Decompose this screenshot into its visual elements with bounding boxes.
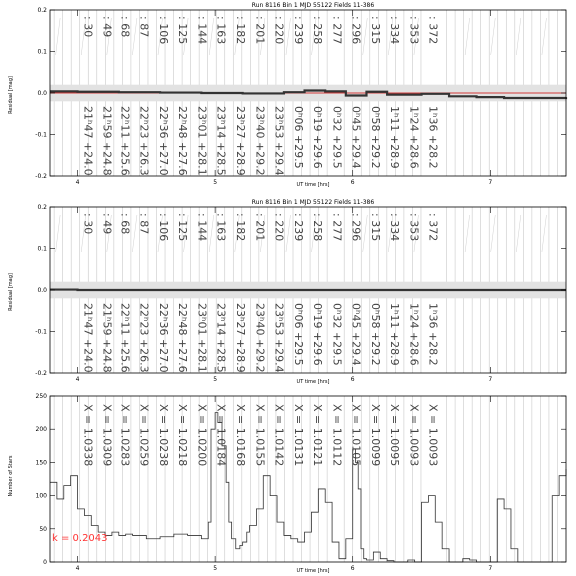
x-tick-label: 4 [75, 376, 80, 383]
field-label: : 239 [291, 16, 305, 45]
coord-label: 22ʰ11 +25.6 [118, 106, 132, 176]
x-axis-label: UT time [hrs] [296, 568, 330, 574]
coord-label: 1ʰ11 +28.9 [388, 106, 402, 169]
coord-label: 21ʰ59 +24.8 [100, 303, 114, 373]
exposure-slash [542, 215, 547, 252]
exposure-slash [132, 215, 137, 252]
coord-label: 0ʰ32 +29.5 [330, 106, 344, 169]
coord-label: 1ʰ36 +28.2 [426, 303, 440, 366]
exposure-slash [491, 215, 496, 252]
x-tick-label: 5 [213, 376, 218, 383]
field-labels [81, 213, 439, 241]
panel-residual-top [8, 2, 566, 188]
data-series [50, 85, 566, 102]
field-label: : 372 [426, 16, 440, 45]
x-axis-label: UT time [hrs] [296, 182, 330, 188]
y-tick-label: 250 [35, 393, 47, 400]
field-label: : 296 [349, 16, 363, 45]
airmass-label: X = 1.0238 [156, 404, 170, 467]
field-label: : 87 [137, 213, 151, 235]
coord-label: 0ʰ19 +29.6 [311, 303, 325, 366]
coord-label: 22ʰ23 +26.3 [137, 106, 151, 176]
field-label: : 353 [407, 16, 421, 45]
y-tick-label: 0.0 [37, 90, 47, 97]
coord-label: 23ʰ14 +28.5 [214, 303, 228, 373]
x-tick-label: 6 [350, 565, 355, 572]
field-label: : 163 [214, 16, 228, 45]
y-tick-label: 0.2 [37, 204, 47, 211]
coord-label: 22ʰ23 +26.3 [137, 303, 151, 373]
coord-label: 22ʰ48 +27.6 [176, 303, 190, 373]
exposure-slash [491, 18, 496, 55]
exposure-slash [286, 215, 291, 252]
airmass-label: X = 1.0218 [176, 404, 190, 467]
coord-label: 22ʰ48 +27.6 [176, 106, 190, 176]
field-label: : 106 [156, 213, 170, 242]
field-label: : 372 [426, 213, 440, 242]
exposure-slash [465, 18, 470, 55]
y-tick-label: 50 [39, 525, 47, 533]
field-label: : 315 [368, 213, 382, 242]
coord-label: 23ʰ40 +29.2 [253, 303, 267, 373]
airmass-label: X = 1.0184 [214, 404, 228, 467]
airmass-label: X = 1.0131 [291, 404, 305, 467]
coord-label: 23ʰ14 +28.5 [214, 106, 228, 176]
field-label: : 144 [195, 213, 209, 242]
field-label: : 144 [195, 16, 209, 45]
field-label: : 220 [272, 16, 286, 45]
airmass-label: X = 1.0112 [330, 404, 344, 467]
airmass-label: X = 1.0283 [118, 404, 132, 467]
coord-label: 0ʰ19 +29.6 [311, 106, 325, 169]
x-tick-label: 6 [350, 179, 355, 186]
coord-label: 23ʰ40 +29.2 [253, 106, 267, 176]
coord-label: 0ʰ58 +29.2 [368, 106, 382, 169]
airmass-label: X = 1.0309 [100, 404, 114, 467]
y-axis-label: Number of Stars [8, 455, 14, 497]
y-tick-label: 0.0 [37, 287, 47, 294]
field-label: : 239 [291, 213, 305, 242]
extinction-annotation: k = 0.2043 [52, 533, 108, 544]
airmass-label: X = 1.0338 [81, 404, 95, 467]
x-tick-label: 4 [75, 565, 80, 572]
x-tick-label: 7 [488, 565, 493, 572]
field-label: : 296 [349, 213, 363, 242]
airmass-label: X = 1.0121 [311, 404, 325, 467]
field-label: : 315 [368, 16, 382, 45]
coord-label: 1ʰ24 +28.6 [407, 303, 421, 366]
coord-label: 1ʰ36 +28.2 [426, 106, 440, 169]
coord-label: 23ʰ01 +28.1 [195, 303, 209, 373]
field-label: : 182 [234, 213, 248, 242]
x-axis-label: UT time [hrs] [296, 379, 330, 385]
x-tick-label: 4 [75, 179, 80, 186]
field-label: : 106 [156, 16, 170, 45]
airmass-label: X = 1.0259 [137, 404, 151, 467]
field-label: : 49 [100, 16, 114, 38]
exposure-slash [209, 18, 214, 55]
coord-labels [81, 303, 439, 373]
exposure-slash [132, 18, 137, 55]
coord-label: 1ʰ11 +28.9 [388, 303, 402, 366]
coord-label: 22ʰ11 +25.6 [118, 303, 132, 373]
field-label: : 49 [100, 213, 114, 235]
coord-label: 0ʰ58 +29.2 [368, 303, 382, 366]
exposure-slash [56, 215, 61, 252]
x-tick-label: 6 [350, 376, 355, 383]
data-series [50, 282, 566, 299]
airmass-label: X = 1.0105 [349, 404, 363, 467]
exposure-slash [56, 18, 61, 55]
panel-residual-middle [8, 199, 566, 385]
coord-label: 23ʰ27 +28.9 [234, 106, 248, 176]
panel-title: Run 8116 Bin 1 MJD 55122 Fields 11-386 [251, 2, 375, 9]
coord-label: 21ʰ59 +24.8 [100, 106, 114, 176]
coord-label: 0ʰ06 +29.5 [291, 303, 305, 366]
panel-star-count [8, 393, 566, 574]
field-label: : 277 [330, 16, 344, 45]
coord-label: 21ʰ47 +24.0 [81, 106, 95, 176]
coord-label: 23ʰ27 +28.9 [234, 303, 248, 373]
y-tick-label: 200 [35, 426, 47, 434]
field-label: : 258 [311, 213, 325, 242]
field-label: : 125 [176, 213, 190, 242]
exposure-slash [542, 18, 547, 55]
airmass-label: X = 1.0099 [368, 404, 382, 467]
airmass-labels [81, 404, 439, 466]
coord-label: 22ʰ36 +27.0 [156, 303, 170, 373]
airmass-label: X = 1.0168 [234, 404, 248, 467]
coord-label: 1ʰ24 +28.6 [407, 106, 421, 169]
exposure-slash [516, 215, 521, 252]
exposure-slash [516, 18, 521, 55]
field-label: : 68 [118, 16, 132, 38]
field-label: : 125 [176, 16, 190, 45]
x-tick-label: 7 [488, 376, 493, 383]
y-tick-label: 0 [43, 559, 47, 566]
x-tick-label: 5 [213, 179, 218, 186]
y-tick-label: -0.1 [35, 328, 47, 336]
airmass-label: X = 1.0200 [195, 404, 209, 467]
coord-label: 21ʰ47 +24.0 [81, 303, 95, 373]
y-tick-label: -0.2 [35, 370, 47, 377]
field-labels [81, 16, 439, 44]
field-label: : 182 [234, 16, 248, 45]
field-label: : 68 [118, 213, 132, 235]
y-tick-label: -0.1 [35, 131, 47, 139]
airmass-label: X = 1.0093 [426, 404, 440, 467]
y-tick-label: -0.2 [35, 173, 47, 180]
y-tick-label: 0.1 [37, 48, 47, 56]
coord-label: 0ʰ45 +29.4 [349, 303, 363, 366]
airmass-label: X = 1.0093 [407, 404, 421, 467]
coord-labels [81, 106, 439, 176]
exposure-slash [465, 215, 470, 252]
coord-label: 23ʰ01 +28.1 [195, 106, 209, 176]
coord-label: 22ʰ36 +27.0 [156, 106, 170, 176]
field-label: : 353 [407, 213, 421, 242]
coord-label: 23ʰ53 +29.4 [272, 106, 286, 176]
field-label: : 334 [388, 213, 402, 242]
coord-label: 0ʰ32 +29.5 [330, 303, 344, 366]
panel-title: Run 8116 Bin 1 MJD 55122 Fields 11-386 [251, 199, 375, 206]
airmass-label: X = 1.0142 [272, 404, 286, 467]
exposure-slash [286, 18, 291, 55]
field-label: : 163 [214, 213, 228, 242]
y-tick-label: 100 [35, 492, 47, 500]
field-label: : 258 [311, 16, 325, 45]
airmass-label: X = 1.0095 [388, 404, 402, 467]
coord-label: 23ʰ53 +29.4 [272, 303, 286, 373]
exposure-slash [209, 215, 214, 252]
field-label: : 277 [330, 213, 344, 242]
field-label: : 30 [81, 213, 95, 235]
coord-label: 0ʰ06 +29.5 [291, 106, 305, 169]
y-axis-label: Residual [mag] [8, 76, 14, 114]
y-tick-label: 150 [35, 459, 47, 467]
y-tick-label: 0.2 [37, 7, 47, 14]
field-label: : 220 [272, 213, 286, 242]
field-label: : 201 [253, 16, 267, 45]
field-label: : 334 [388, 16, 402, 45]
coord-label: 0ʰ45 +29.4 [349, 106, 363, 169]
field-label: : 201 [253, 213, 267, 242]
field-label: : 30 [81, 16, 95, 38]
airmass-label: X = 1.0155 [253, 404, 267, 467]
y-tick-label: 0.1 [37, 245, 47, 253]
x-tick-label: 7 [488, 179, 493, 186]
field-label: : 87 [137, 16, 151, 38]
x-tick-label: 5 [213, 565, 218, 572]
y-axis-label: Residual [mag] [8, 273, 14, 311]
